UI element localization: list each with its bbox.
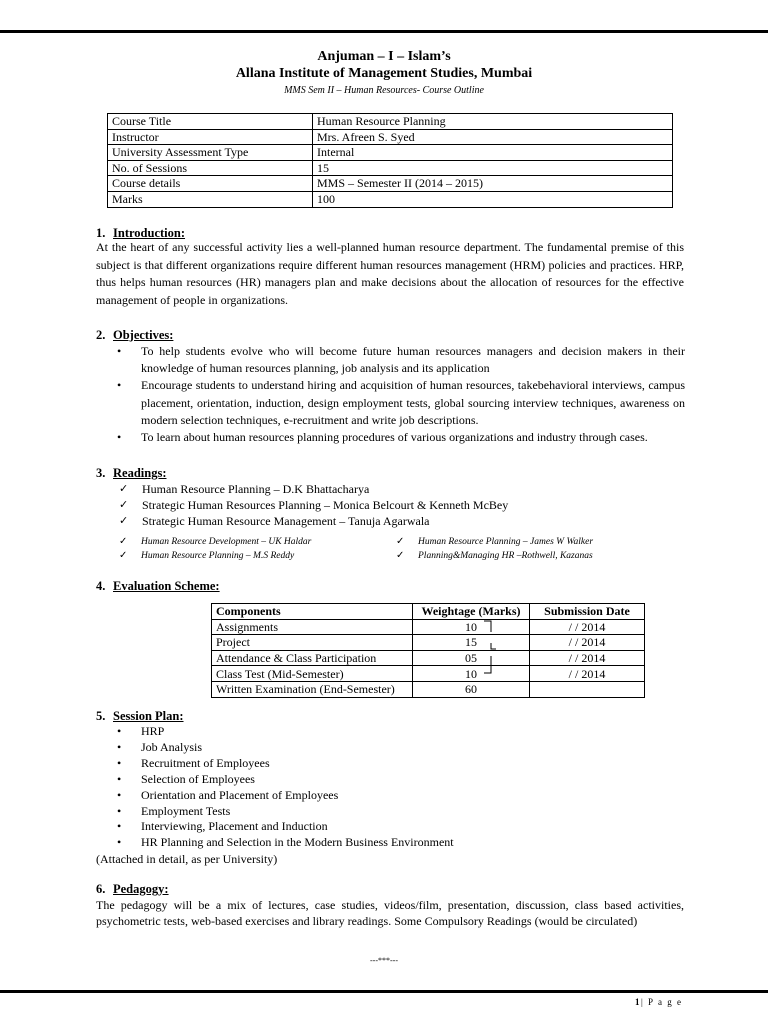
pedagogy-text: The pedagogy will be a mix of lectures, case studies, videos/film, presentation, discussion, class based activities, psychometric tests, web-based exercises and library readings. Some Compulsory Readings (would be circulated) bbox=[96, 898, 684, 928]
section-heading-evaluation bbox=[96, 579, 220, 594]
list-item: ✓ Strategic Human Resources Planning – Monica Belcourt & Kenneth McBey bbox=[119, 497, 508, 513]
section-number: 4. bbox=[96, 579, 106, 593]
submission-date-cell: / / 2014 bbox=[530, 666, 645, 682]
submission-date-cell: / / 2014 bbox=[530, 635, 645, 651]
section-number: 5. bbox=[96, 709, 106, 723]
table-row bbox=[212, 619, 645, 635]
info-value: Human Resource Planning bbox=[313, 114, 673, 130]
bracket-bottom bbox=[484, 656, 491, 673]
page-number: 1 bbox=[635, 997, 641, 1007]
table-row bbox=[212, 635, 645, 651]
list-item: ✓ Human Resource Planning – D.K Bhattacharya bbox=[119, 481, 508, 497]
page-label: | P a g e bbox=[641, 997, 683, 1007]
info-value: 15 bbox=[313, 160, 673, 176]
section-title: Session Plan: bbox=[113, 709, 184, 723]
weightage-cell: 10 bbox=[413, 619, 530, 635]
submission-date-cell: / / 2014 bbox=[530, 619, 645, 635]
list-item: • Selection of Employees bbox=[113, 772, 685, 788]
table-row bbox=[108, 191, 673, 207]
column-header-submission-date: Submission Date bbox=[530, 604, 645, 620]
list-item: • HRP bbox=[113, 724, 685, 740]
table-row bbox=[212, 681, 645, 697]
bracket-mark bbox=[482, 618, 502, 684]
section-number: 3. bbox=[96, 466, 106, 480]
info-label: No. of Sessions bbox=[108, 160, 313, 176]
section-heading-objectives bbox=[96, 328, 173, 343]
table-row bbox=[212, 666, 645, 682]
list-item: • Employment Tests bbox=[113, 804, 685, 820]
table-row bbox=[108, 129, 673, 145]
info-value: Internal bbox=[313, 145, 673, 161]
list-item: • Encourage students to understand hiring and acquisition of human resources, takebehavioral interviews, campus placement, orientation, induction, design employment tests, global sourcing interview techniques, awareness on modern selection techniques, e-recruitment and write job descriptions. bbox=[113, 377, 685, 429]
column-header-components: Components bbox=[212, 604, 413, 620]
submission-date-cell: / / 2014 bbox=[530, 650, 645, 666]
list-item: • Recruitment of Employees bbox=[113, 756, 685, 772]
additional-readings-right bbox=[396, 535, 593, 563]
info-label: Marks bbox=[108, 191, 313, 207]
header-line-3: MMS Sem II – Human Resources- Course Outline bbox=[284, 85, 484, 96]
info-label: University Assessment Type bbox=[108, 145, 313, 161]
weightage-cell: 05 bbox=[413, 650, 530, 666]
section-number: 2. bbox=[96, 328, 106, 342]
list-item: • To learn about human resources planning procedures of various organizations and industry through cases. bbox=[113, 429, 685, 446]
list-item: • Orientation and Placement of Employees bbox=[113, 788, 685, 804]
component-cell: Class Test (Mid-Semester) bbox=[212, 666, 413, 682]
page-footer bbox=[635, 997, 682, 1007]
bracket-top bbox=[484, 621, 491, 632]
table-header-row bbox=[212, 604, 645, 620]
section-heading-pedagogy bbox=[96, 882, 169, 897]
info-label: Instructor bbox=[108, 129, 313, 145]
readings-list bbox=[119, 481, 508, 529]
list-item: • To help students evolve who will become future human resources managers and decision makers in their knowledge of human resources planning, job analysis and its application bbox=[113, 343, 685, 377]
section-title: Introduction: bbox=[113, 226, 186, 240]
component-cell: Assignments bbox=[212, 619, 413, 635]
section-title: Evaluation Scheme: bbox=[113, 579, 220, 593]
session-plan-note: (Attached in detail, as per University) bbox=[96, 852, 278, 866]
list-item: • Job Analysis bbox=[113, 740, 685, 756]
weightage-cell: 10 bbox=[413, 666, 530, 682]
info-value: Mrs. Afreen S. Syed bbox=[313, 129, 673, 145]
course-info-table bbox=[107, 113, 673, 208]
column-header-weightage: Weightage (Marks) bbox=[413, 604, 530, 620]
top-rule bbox=[0, 30, 768, 33]
info-label: Course details bbox=[108, 176, 313, 192]
list-item: ✓ Human Resource Planning – M.S Reddy bbox=[119, 549, 311, 563]
section-number: 1. bbox=[96, 226, 106, 240]
table-row bbox=[108, 114, 673, 130]
component-cell: Attendance & Class Participation bbox=[212, 650, 413, 666]
bottom-rule bbox=[0, 990, 768, 993]
component-cell: Project bbox=[212, 635, 413, 651]
list-item: ✓ Human Resource Development – UK Haldar bbox=[119, 535, 311, 549]
header-line-2: Allana Institute of Management Studies, Mumbai bbox=[235, 66, 533, 81]
document-header bbox=[0, 48, 768, 97]
table-row bbox=[212, 650, 645, 666]
table-row bbox=[108, 160, 673, 176]
section-title: Pedagogy: bbox=[113, 882, 169, 896]
section-heading-session-plan bbox=[96, 709, 184, 724]
component-cell: Written Examination (End-Semester) bbox=[212, 681, 413, 697]
weightage-cell: 15 bbox=[413, 635, 530, 651]
evaluation-table bbox=[211, 603, 645, 698]
table-row bbox=[108, 145, 673, 161]
list-item: • HR Planning and Selection in the Modern Business Environment bbox=[113, 835, 685, 851]
list-item: • Interviewing, Placement and Induction bbox=[113, 819, 685, 835]
section-title: Objectives: bbox=[113, 328, 174, 342]
session-plan-list bbox=[113, 724, 685, 851]
weightage-cell: 60 bbox=[413, 681, 530, 697]
list-item: ✓ Human Resource Planning – James W Walker bbox=[396, 535, 593, 549]
section-number: 6. bbox=[96, 882, 106, 896]
table-row bbox=[108, 176, 673, 192]
submission-date-cell bbox=[530, 681, 645, 697]
info-label: Course Title bbox=[108, 114, 313, 130]
info-value: 100 bbox=[313, 191, 673, 207]
end-marker: ---***--- bbox=[370, 956, 398, 965]
info-value: MMS – Semester II (2014 – 2015) bbox=[313, 176, 673, 192]
introduction-text: At the heart of any successful activity lies a well-planned human resource department. The fundamental premise of this subject is that different organizations require different human resources management (HRM) policies and practices. HRP, thus helps human resources (HR) managers plan and make decisions about the allocation of resources for the effective management of people in organizations. bbox=[96, 240, 684, 307]
header-line-1: Anjuman – I – Islam’s bbox=[317, 49, 451, 64]
section-heading-readings bbox=[96, 466, 166, 481]
additional-readings-left bbox=[119, 535, 311, 563]
section-title: Readings: bbox=[113, 466, 167, 480]
bracket-middle bbox=[491, 643, 496, 649]
objectives-list bbox=[113, 343, 685, 446]
list-item: ✓ Strategic Human Resource Management – Tanuja Agarwala bbox=[119, 513, 508, 529]
list-item: ✓ Planning&Managing HR –Rothwell, Kazanas bbox=[396, 549, 593, 563]
